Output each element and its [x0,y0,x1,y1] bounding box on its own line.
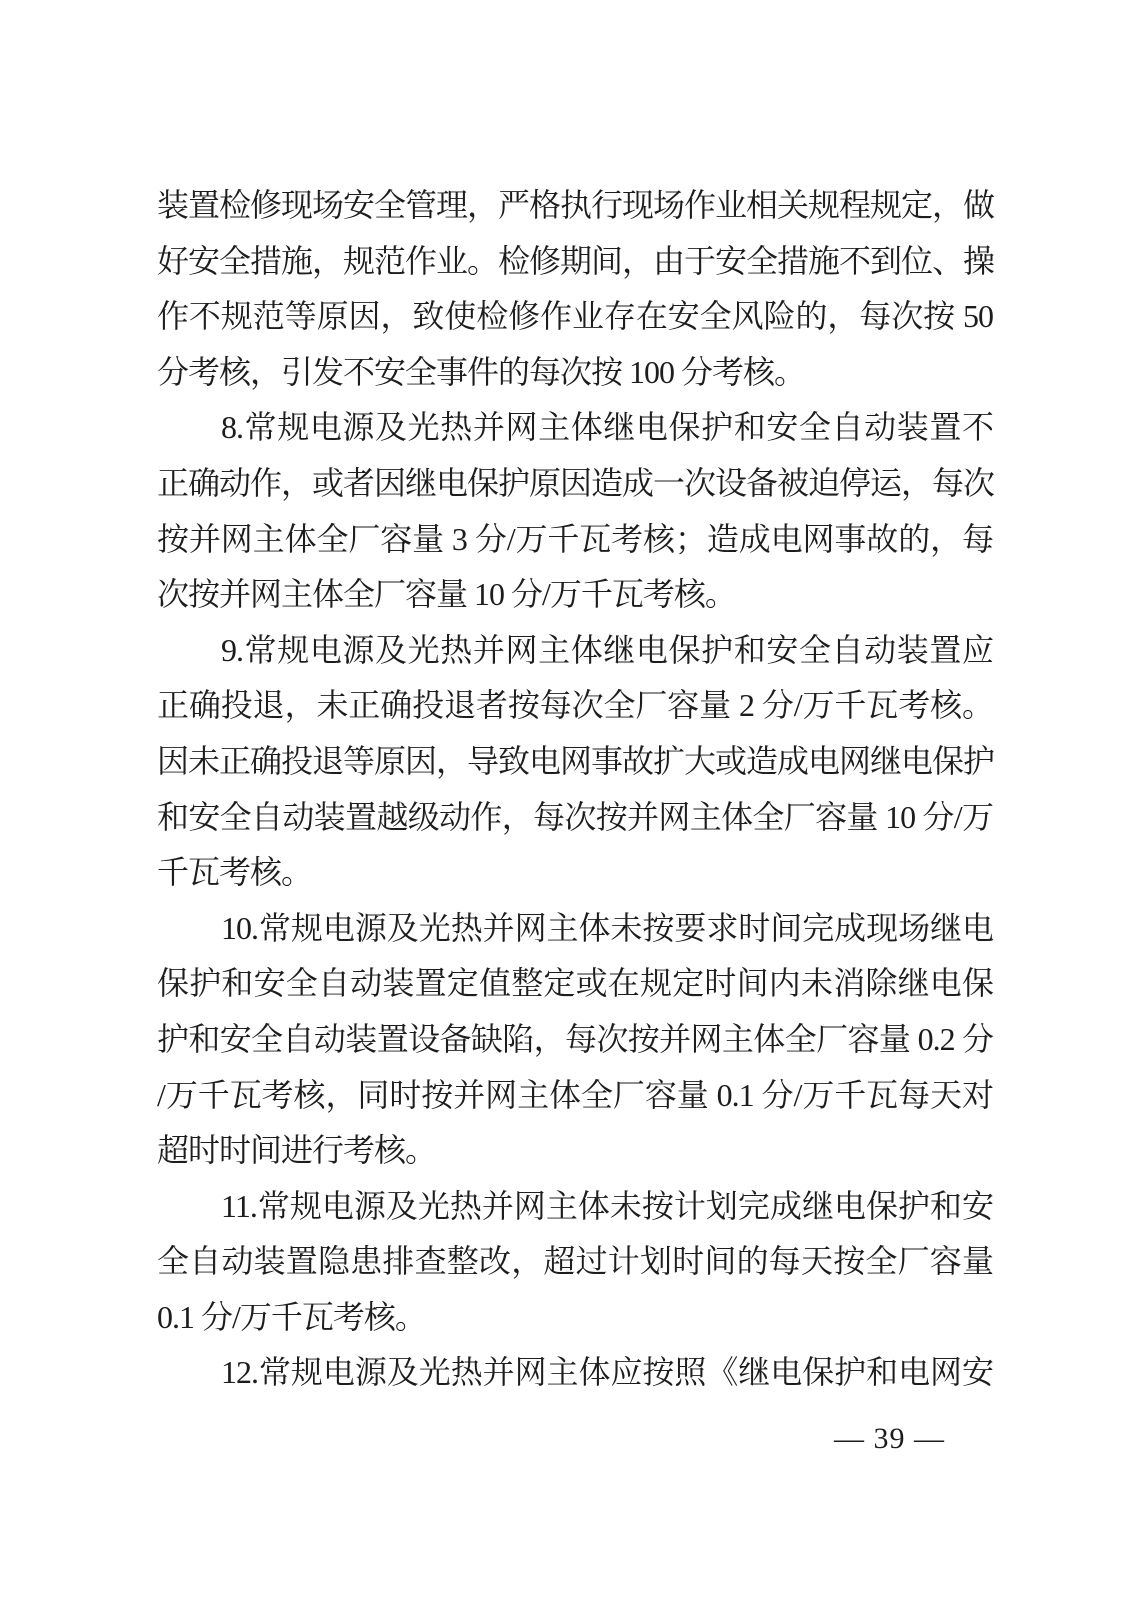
text-line: 作不规范等原因，致使检修作业存在安全风险的，每次按 50 [157,298,993,335]
text-line: 因未正确投退等原因，导致电网事故扩大或造成电网继电保护 [157,742,995,779]
text-line: 好安全措施，规范作业。检修期间，由于安全措施不到位、操 [157,242,995,279]
text-line: 次按并网主体全厂容量 10 分/万千瓦考核。 [157,576,736,613]
paragraph-item-9 [157,623,993,901]
text-line: 9.常规电源及光热并网主体继电保护和安全自动装置应 [221,631,993,668]
text-line: 千瓦考核。 [157,854,313,891]
text-line: 分考核，引发不安全事件的每次按 100 分考核。 [157,353,806,390]
paragraph-item-8 [157,400,993,622]
text-line: 超时时间进行考核。 [157,1132,437,1169]
text-line: 全自动装置隐患排查整改，超过计划时间的每天按全厂容量 [157,1243,993,1280]
text-line: 按并网主体全厂容量 3 分/万千瓦考核；造成电网事故的，每 [157,520,993,557]
text-line: 保护和安全自动装置定值整定或在规定时间内未消除继电保 [157,965,993,1002]
text-line: 和安全自动装置越级动作，每次按并网主体全厂容量 10 分/万 [157,798,993,835]
paragraph-continuation [157,178,993,400]
text-line: 11.常规电源及光热并网主体未按计划完成继电保护和安 [221,1187,993,1224]
text-line: 正确投退，未正确投退者按每次全厂容量 2 分/万千瓦考核。 [157,687,993,724]
paragraph-item-12 [157,1345,993,1401]
document-body [157,178,993,1401]
page-number: — 39 — [834,1422,945,1455]
text-line: 8.常规电源及光热并网主体继电保护和安全自动装置不 [221,409,993,446]
text-line: /万千瓦考核，同时按并网主体全厂容量 0.1 分/万千瓦每天对 [157,1076,993,1113]
text-line: 10.常规电源及光热并网主体未按要求时间完成现场继电 [221,909,993,946]
paragraph-item-11 [157,1179,993,1346]
text-line: 护和安全自动装置设备缺陷，每次按并网主体全厂容量 0.2 分 [157,1020,993,1057]
text-line: 0.1 分/万千瓦考核。 [157,1298,426,1335]
text-line: 正确动作，或者因继电保护原因造成一次设备被迫停运，每次 [157,464,995,501]
text-line: 装置检修现场安全管理，严格执行现场作业相关规程规定，做 [157,187,995,223]
paragraph-item-10 [157,901,993,1179]
text-line: 12.常规电源及光热并网主体应按照《继电保护和电网安 [221,1354,993,1391]
